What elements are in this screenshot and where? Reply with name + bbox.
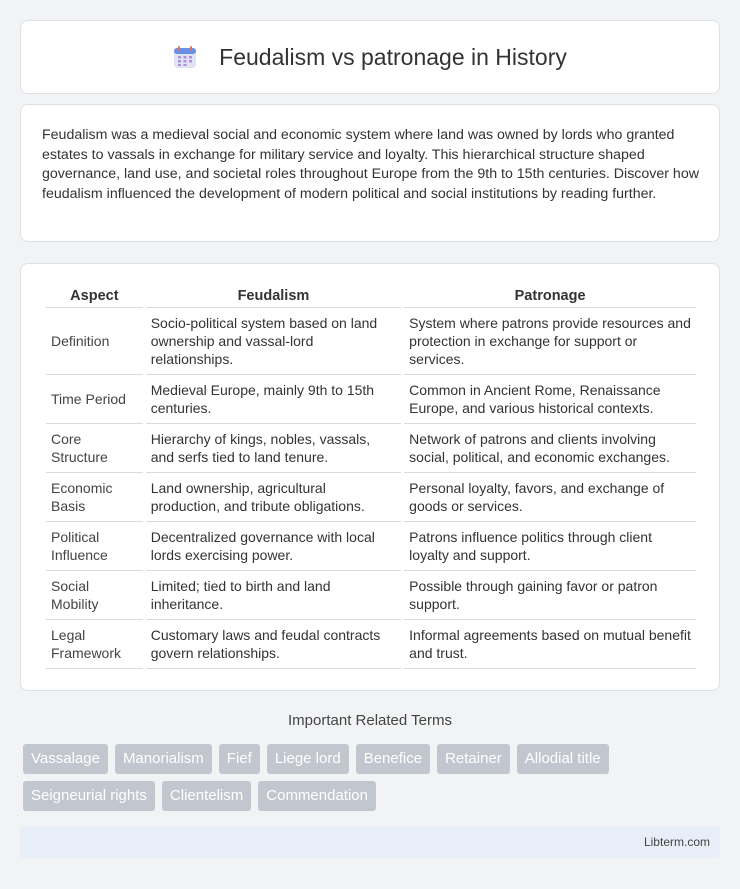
intro-text: Feudalism was a medieval social and economic system where land was owned by lords who granted estates to vassals in exchange for military service and loyalty. This hierarchical structure shaped governance, land use, and societal roles throughout Europe from the 9th to 15th centuries. Discover how feudalism influenced the development of modern political and social institutions by reading further. (42, 127, 699, 202)
table-row (46, 375, 696, 424)
intro-card (20, 104, 720, 242)
comparison-table-card (20, 263, 720, 691)
cell-feudalism: Hierarchy of kings, nobles, vassals, and serfs tied to land tenure. (146, 424, 401, 473)
cell-feudalism: Decentralized governance with local lords exercising power. (146, 522, 401, 571)
term-tag[interactable]: Commendation (258, 781, 376, 811)
footer (20, 826, 720, 858)
cell-patronage: Patrons influence politics through client loyalty and support. (404, 522, 696, 571)
table-header-row (46, 286, 696, 308)
cell-feudalism: Limited; tied to birth and land inheritance. (146, 571, 401, 620)
term-tag[interactable]: Liege lord (267, 744, 349, 774)
table-row (46, 473, 696, 522)
cell-aspect: Definition (46, 308, 143, 375)
term-tag[interactable]: Fief (219, 744, 260, 774)
cell-patronage: Informal agreements based on mutual benefit and trust. (404, 620, 696, 669)
cell-feudalism: Customary laws and feudal contracts govern relationships. (146, 620, 401, 669)
cell-feudalism: Socio-political system based on land ownership and vassal-lord relationships. (146, 308, 401, 375)
cell-aspect: Political Influence (46, 522, 143, 571)
term-tag[interactable]: Clientelism (162, 781, 251, 811)
cell-aspect: Core Structure (46, 424, 143, 473)
comparison-table (43, 286, 699, 669)
cell-patronage: Common in Ancient Rome, Renaissance Europe, and various historical contexts. (404, 375, 696, 424)
footer-site-link[interactable]: Libterm.com (643, 835, 710, 849)
cell-aspect: Social Mobility (46, 571, 143, 620)
header-feudalism: Feudalism (146, 286, 401, 308)
header-card (20, 20, 720, 94)
term-tag[interactable]: Retainer (437, 744, 510, 774)
cell-patronage: Personal loyalty, favors, and exchange of goods or services. (404, 473, 696, 522)
related-terms-title: Important Related Terms (288, 712, 452, 729)
header-patronage: Patronage (404, 286, 696, 308)
table-row (46, 522, 696, 571)
cell-patronage: System where patrons provide resources and protection in exchange for support or services. (404, 308, 696, 375)
cell-feudalism: Land ownership, agricultural production, and tribute obligations. (146, 473, 401, 522)
term-tag[interactable]: Seigneurial rights (23, 781, 155, 811)
page-title: Feudalism vs patronage in History (219, 43, 567, 70)
table-row (46, 620, 696, 669)
cell-aspect: Legal Framework (46, 620, 143, 669)
cell-feudalism: Medieval Europe, mainly 9th to 15th centuries. (146, 375, 401, 424)
term-tag[interactable]: Manorialism (115, 744, 212, 774)
table-row (46, 424, 696, 473)
header-aspect: Aspect (46, 286, 143, 308)
term-tag[interactable]: Benefice (356, 744, 430, 774)
table-row (46, 308, 696, 375)
cell-patronage: Possible through gaining favor or patron support. (404, 571, 696, 620)
cell-aspect: Economic Basis (46, 473, 143, 522)
term-tag[interactable]: Vassalage (23, 744, 108, 774)
cell-aspect: Time Period (46, 375, 143, 424)
table-row (46, 571, 696, 620)
cell-patronage: Network of patrons and clients involving social, political, and economic exchanges. (404, 424, 696, 473)
related-terms-list (23, 744, 723, 818)
term-tag[interactable]: Allodial title (517, 744, 609, 774)
calendar-icon (173, 45, 197, 69)
